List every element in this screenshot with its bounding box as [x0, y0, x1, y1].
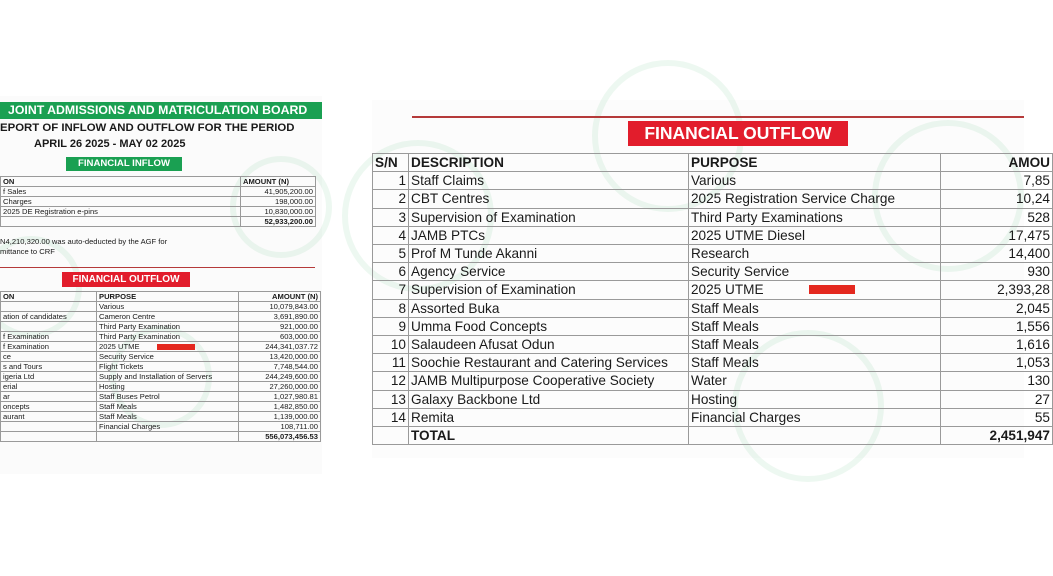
- row-description: Staff Claims: [409, 172, 689, 190]
- row-purpose: Security Service: [97, 352, 239, 362]
- row-description: [1, 217, 241, 227]
- auto-deduction-note: N4,210,320.00 was auto-deducted by the AGF for: [0, 237, 168, 246]
- row-purpose-text: 2025 UTME: [691, 282, 764, 298]
- table-row: [373, 208, 1053, 226]
- row-purpose: [97, 342, 239, 352]
- financial-outflow-heading: FINANCIAL OUTFLOW: [628, 121, 848, 146]
- row-sn: 3: [373, 208, 409, 226]
- row-purpose: Water: [689, 372, 941, 390]
- row-amount: 921,000.00: [239, 322, 321, 332]
- row-description: ation of candidates: [1, 312, 97, 322]
- red-highlight-mark: [809, 285, 855, 294]
- row-purpose: Security Service: [689, 263, 941, 281]
- row-purpose: Third Party Examination: [97, 322, 239, 332]
- row-amount: 10,079,843.00: [239, 302, 321, 312]
- row-sn: 10: [373, 336, 409, 354]
- row-purpose: Staff Meals: [689, 317, 941, 335]
- row-purpose: Financial Charges: [97, 422, 239, 432]
- row-sn: 12: [373, 372, 409, 390]
- row-description: f Examination: [1, 332, 97, 342]
- red-highlight-mark: [157, 344, 195, 350]
- table-row: [373, 226, 1053, 244]
- row-purpose: Staff Meals: [97, 412, 239, 422]
- table-row: [373, 263, 1053, 281]
- row-description: [1, 302, 97, 312]
- outflow-table: [372, 153, 1053, 445]
- row-description: [1, 432, 97, 442]
- table-total-row: [373, 427, 1053, 445]
- table-row: [1, 412, 321, 422]
- inflow-total: 52,933,200.00: [241, 217, 316, 227]
- row-description: igeria Ltd: [1, 372, 97, 382]
- divider: [0, 267, 315, 268]
- table-row: [1, 382, 321, 392]
- row-sn: 5: [373, 245, 409, 263]
- table-row: [1, 207, 316, 217]
- row-description: aurant: [1, 412, 97, 422]
- row-purpose: Cameron Centre: [97, 312, 239, 322]
- report-title: EPORT OF INFLOW AND OUTFLOW FOR THE PERIOD: [0, 122, 295, 134]
- row-description: Supervision of Examination: [409, 281, 689, 299]
- row-purpose: Flight Tickets: [97, 362, 239, 372]
- column-header-purpose: PURPOSE: [689, 154, 941, 172]
- table-row: [1, 312, 321, 322]
- table-row: [373, 172, 1053, 190]
- row-description: s and Tours: [1, 362, 97, 372]
- row-description: Soochie Restaurant and Catering Services: [409, 354, 689, 372]
- row-amount: 1,139,000.00: [239, 412, 321, 422]
- row-amount: 10,830,000.00: [241, 207, 316, 217]
- table-total-row: [1, 217, 316, 227]
- row-purpose: Third Party Examinations: [689, 208, 941, 226]
- row-amount: 7,748,544.00: [239, 362, 321, 372]
- org-title-banner: JOINT ADMISSIONS AND MATRICULATION BOARD: [0, 102, 322, 119]
- table-row: [373, 299, 1053, 317]
- column-header-amount: AMOU: [941, 154, 1053, 172]
- table-row: [1, 362, 321, 372]
- financial-inflow-heading: FINANCIAL INFLOW: [66, 157, 182, 171]
- row-purpose: Staff Meals: [689, 354, 941, 372]
- row-sn: 6: [373, 263, 409, 281]
- table-row: [1, 302, 321, 312]
- row-amount: 41,905,200.00: [241, 187, 316, 197]
- row-amount: 198,000.00: [241, 197, 316, 207]
- divider: [412, 116, 1024, 118]
- row-purpose: Hosting: [97, 382, 239, 392]
- row-description: JAMB Multipurpose Cooperative Society: [409, 372, 689, 390]
- row-purpose: Staff Meals: [689, 299, 941, 317]
- row-amount: 1,556: [941, 317, 1053, 335]
- report-period: APRIL 26 2025 - MAY 02 2025: [34, 138, 186, 150]
- row-purpose: Hosting: [689, 390, 941, 408]
- outflow-table: [0, 291, 321, 442]
- row-amount: 10,24: [941, 190, 1053, 208]
- table-row: [373, 317, 1053, 335]
- table-row: [373, 390, 1053, 408]
- table-row: [1, 352, 321, 362]
- row-sn: 2: [373, 190, 409, 208]
- row-description: 2025 DE Registration e-pins: [1, 207, 241, 217]
- row-amount: 528: [941, 208, 1053, 226]
- row-description: ce: [1, 352, 97, 362]
- column-header: ON: [1, 177, 241, 187]
- row-purpose: 2025 Registration Service Charge: [689, 190, 941, 208]
- row-amount: 14,400: [941, 245, 1053, 263]
- row-amount: 1,482,850.00: [239, 402, 321, 412]
- row-description: Salaudeen Afusat Odun: [409, 336, 689, 354]
- row-amount: 27,260,000.00: [239, 382, 321, 392]
- row-amount: 244,341,037.72: [239, 342, 321, 352]
- table-row: [373, 245, 1053, 263]
- row-amount: 7,85: [941, 172, 1053, 190]
- row-amount: 244,249,600.00: [239, 372, 321, 382]
- row-purpose: Supply and Installation of Servers: [97, 372, 239, 382]
- column-header: ON: [1, 292, 97, 302]
- row-purpose: Staff Buses Petrol: [97, 392, 239, 402]
- table-row: [1, 402, 321, 412]
- row-amount: 603,000.00: [239, 332, 321, 342]
- row-amount: 3,691,890.00: [239, 312, 321, 322]
- row-purpose: [689, 281, 941, 299]
- row-amount: 2,393,28: [941, 281, 1053, 299]
- row-sn: 9: [373, 317, 409, 335]
- row-amount: 27: [941, 390, 1053, 408]
- row-description: Agency Service: [409, 263, 689, 281]
- table-header-row: [1, 292, 321, 302]
- row-purpose: Various: [689, 172, 941, 190]
- row-purpose: Various: [97, 302, 239, 312]
- row-amount: 17,475: [941, 226, 1053, 244]
- financial-outflow-heading: FINANCIAL OUTFLOW: [62, 272, 190, 287]
- row-description: [1, 422, 97, 432]
- right-report-page: [372, 100, 1050, 458]
- row-purpose: [97, 432, 239, 442]
- row-amount: 2,045: [941, 299, 1053, 317]
- table-row: [373, 336, 1053, 354]
- row-purpose: Staff Meals: [97, 402, 239, 412]
- row-amount: 108,711.00: [239, 422, 321, 432]
- row-purpose: Financial Charges: [689, 408, 941, 426]
- table-row: [373, 408, 1053, 426]
- row-description: Prof M Tunde Akanni: [409, 245, 689, 263]
- row-amount: 1,616: [941, 336, 1053, 354]
- row-sn: 14: [373, 408, 409, 426]
- row-sn: 13: [373, 390, 409, 408]
- row-description: f Sales: [1, 187, 241, 197]
- row-purpose: [689, 427, 941, 445]
- row-description: JAMB PTCs: [409, 226, 689, 244]
- row-description: Galaxy Backbone Ltd: [409, 390, 689, 408]
- row-amount: 930: [941, 263, 1053, 281]
- row-purpose: Third Party Examination: [97, 332, 239, 342]
- row-sn: 4: [373, 226, 409, 244]
- total-label: TOTAL: [409, 427, 689, 445]
- row-sn: 8: [373, 299, 409, 317]
- row-purpose: Research: [689, 245, 941, 263]
- row-sn: 7: [373, 281, 409, 299]
- row-description: Supervision of Examination: [409, 208, 689, 226]
- column-header-sn: S/N: [373, 154, 409, 172]
- table-row: [373, 354, 1053, 372]
- outflow-total: 2,451,947: [941, 427, 1053, 445]
- row-description: Remita: [409, 408, 689, 426]
- table-row: [1, 422, 321, 432]
- table-row: [373, 190, 1053, 208]
- table-row: [1, 197, 316, 207]
- table-row: [373, 281, 1053, 299]
- row-purpose: 2025 UTME Diesel: [689, 226, 941, 244]
- row-description: Assorted Buka: [409, 299, 689, 317]
- row-description: Umma Food Concepts: [409, 317, 689, 335]
- row-amount: 1,027,980.81: [239, 392, 321, 402]
- row-amount: 13,420,000.00: [239, 352, 321, 362]
- column-header: AMOUNT (N): [239, 292, 321, 302]
- row-description: erial: [1, 382, 97, 392]
- row-description: CBT Centres: [409, 190, 689, 208]
- row-sn: 11: [373, 354, 409, 372]
- left-report-page: [0, 96, 322, 474]
- table-row: [1, 332, 321, 342]
- table-row: [1, 372, 321, 382]
- inflow-table: [0, 176, 316, 227]
- table-header-row: [1, 177, 316, 187]
- row-sn: 1: [373, 172, 409, 190]
- auto-deduction-note: mittance to CRF: [0, 247, 55, 256]
- table-row: [1, 322, 321, 332]
- row-amount: 55: [941, 408, 1053, 426]
- row-description: f Examination: [1, 342, 97, 352]
- table-total-row: [1, 432, 321, 442]
- table-row: [1, 187, 316, 197]
- row-amount: 1,053: [941, 354, 1053, 372]
- row-description: [1, 322, 97, 332]
- table-row: [373, 372, 1053, 390]
- row-sn: [373, 427, 409, 445]
- row-description: ar: [1, 392, 97, 402]
- row-purpose: Staff Meals: [689, 336, 941, 354]
- table-header-row: [373, 154, 1053, 172]
- outflow-total: 556,073,456.53: [239, 432, 321, 442]
- table-row: [1, 342, 321, 352]
- column-header: PURPOSE: [97, 292, 239, 302]
- column-header: AMOUNT (N): [241, 177, 316, 187]
- table-row: [1, 392, 321, 402]
- row-description: Charges: [1, 197, 241, 207]
- row-purpose-text: 2025 UTME: [99, 342, 140, 351]
- row-description: oncepts: [1, 402, 97, 412]
- row-amount: 130: [941, 372, 1053, 390]
- column-header-description: DESCRIPTION: [409, 154, 689, 172]
